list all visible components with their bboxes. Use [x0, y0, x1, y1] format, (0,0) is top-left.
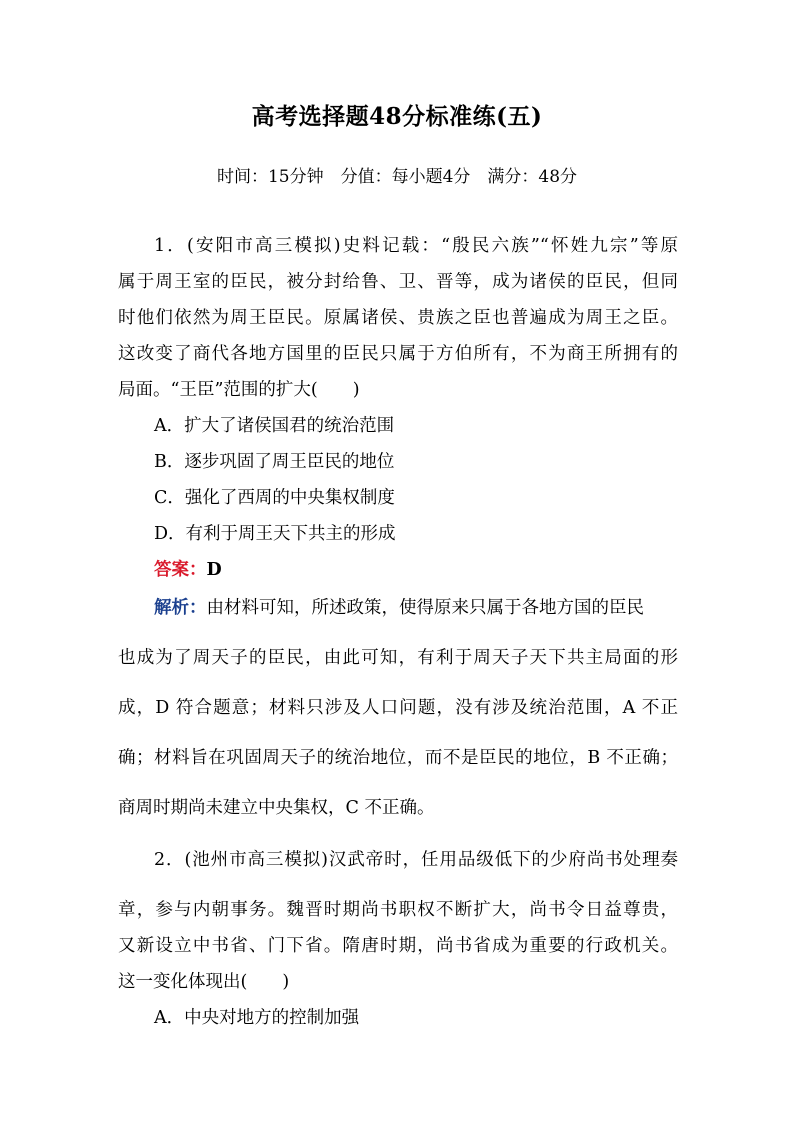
- q1-line-5: 局面。“王臣”范围的扩大( ): [118, 380, 360, 400]
- page-title: 高考选择题48分标准练(五): [251, 103, 543, 130]
- q1-line-1: 1．(安阳市高三模拟)史料记载：“殷民六族”“怀姓九宗”等原: [154, 236, 678, 256]
- q1-option-d: D．有利于周王天下共主的形成: [154, 524, 396, 544]
- q2-line-2: 章，参与内朝事务。魏晋时期尚书职权不断扩大，尚书令日益尊贵，: [118, 900, 678, 920]
- q1-analysis-line-4: 确；材料旨在巩固周天子的统治地位，而不是臣民的地位，B 不正确；: [118, 748, 678, 768]
- q1-analysis-line-2: 也成为了周天子的臣民，由此可知，有利于周天子天下共主局面的形: [118, 648, 678, 668]
- analysis-label: 解析：: [154, 598, 207, 618]
- q1-analysis-line-3: 成，D 符合题意；材料只涉及人口问题，没有涉及统治范围，A 不正: [118, 698, 678, 718]
- q1-line-2: 属于周王室的臣民，被分封给鲁、卫、晋等，成为诸侯的臣民，但同: [118, 272, 678, 292]
- q2-line-3: 又新设立中书省、门下省。隋唐时期，尚书省成为重要的行政机关。: [118, 936, 678, 956]
- q2-option-a: A．中央对地方的控制加强: [154, 1008, 360, 1028]
- q1-option-b: B．逐步巩固了周王臣民的地位: [154, 452, 395, 472]
- exam-meta: 时间：15分钟 分值：每小题4分 满分：48分: [216, 167, 578, 187]
- q2-line-4: 这一变化体现出( ): [118, 972, 290, 992]
- q1-line-4: 这改变了商代各地方国里的臣民只属于方伯所有，不为商王所拥有的: [118, 344, 678, 364]
- q2-line-1: 2．(池州市高三模拟)汉武帝时，任用品级低下的少府尚书处理奏: [154, 850, 678, 870]
- q1-option-c: C．强化了西周的中央集权制度: [154, 488, 395, 508]
- q1-line-3: 时他们依然为周王臣民。原属诸侯、贵族之臣也普遍成为周王之臣。: [118, 308, 678, 328]
- answer-value: D: [206, 560, 222, 580]
- q1-answer: [154, 558, 724, 582]
- q1-analysis-line-5: 商周时期尚未建立中央集权，C 不正确。: [118, 798, 435, 818]
- q1-analysis-line-1: [154, 596, 724, 620]
- analysis-text-1: 由材料可知，所述政策，使得原来只属于各地方国的臣民: [206, 598, 644, 618]
- q1-option-a: A．扩大了诸侯国君的统治范围: [154, 416, 395, 436]
- answer-label: 答案：: [154, 560, 207, 580]
